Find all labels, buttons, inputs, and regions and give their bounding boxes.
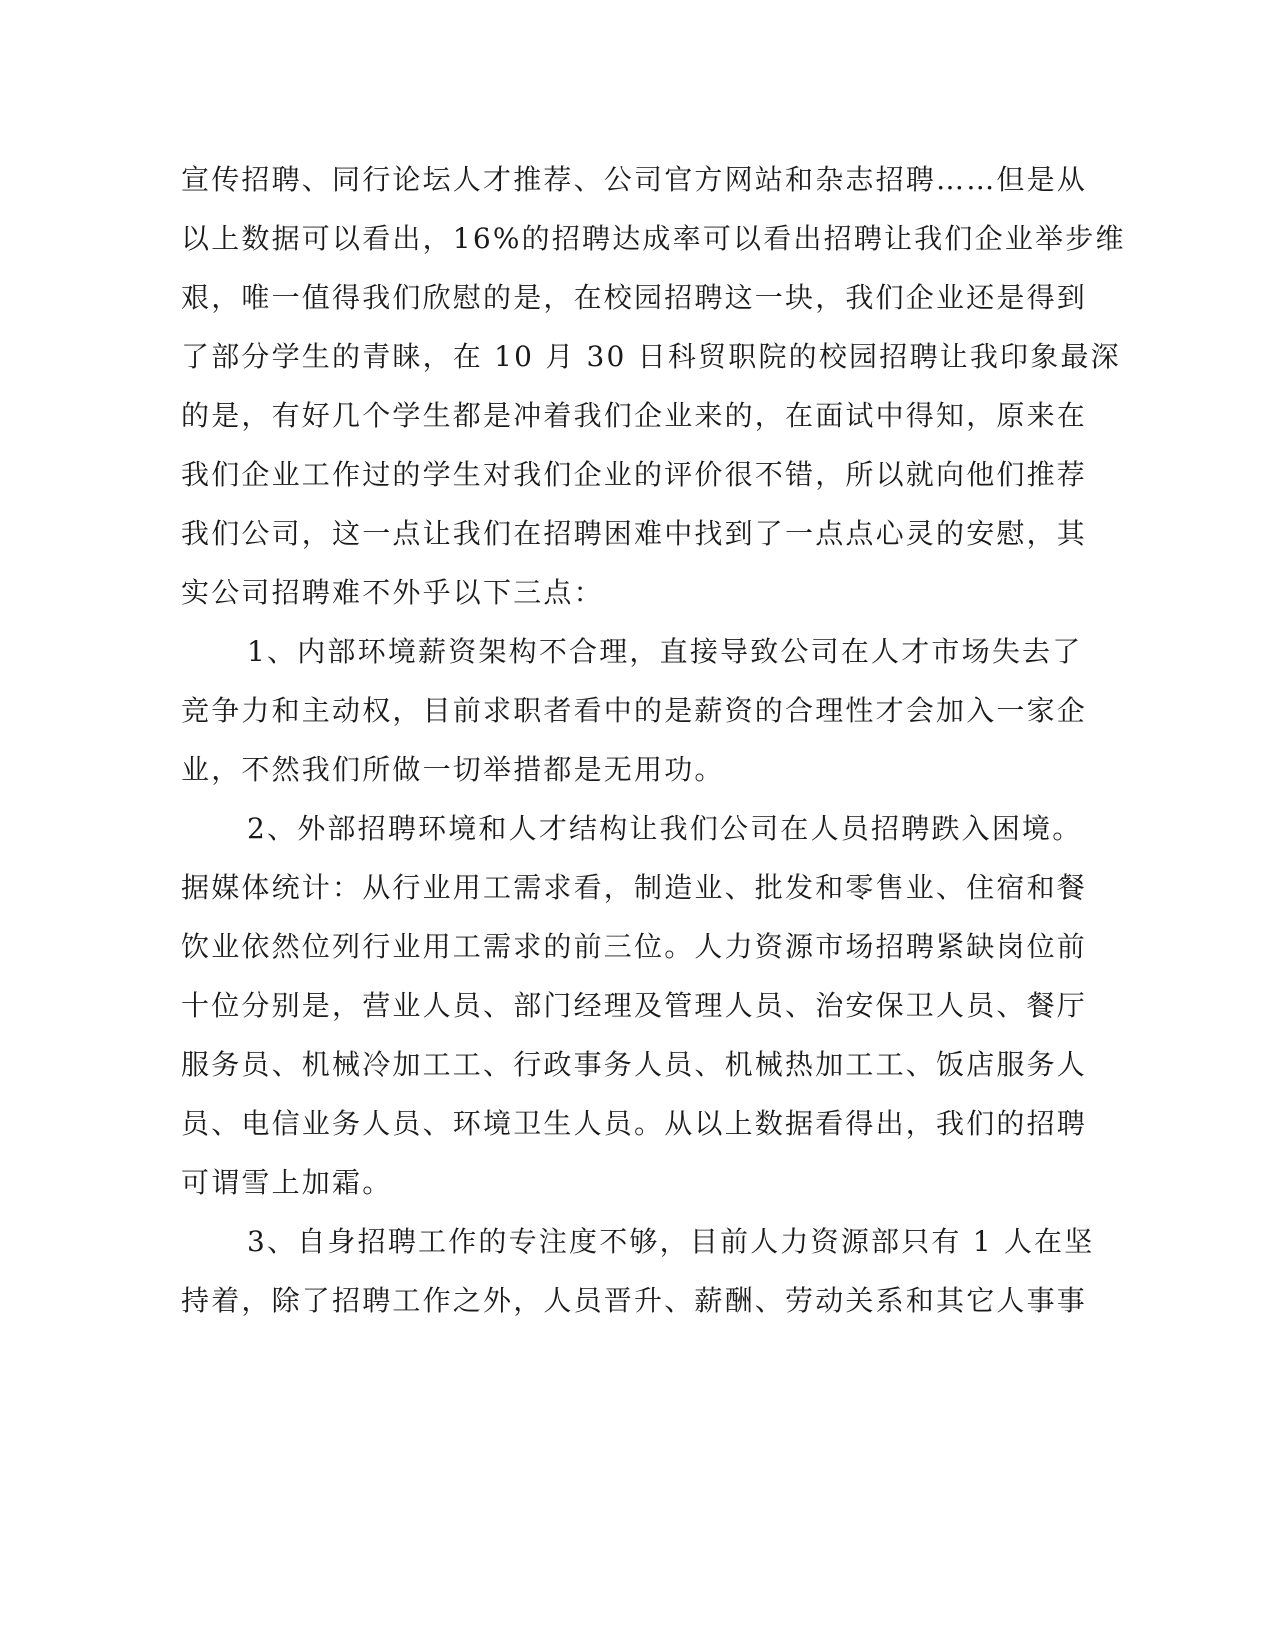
text-line: 以上数据可以看出，16%的招聘达成率可以看出招聘让我们企业举步维 [181, 222, 1126, 255]
text-line: 业，不然我们所做一切举措都是无用功。 [181, 753, 725, 786]
text-line: 艰，唯一值得我们欣慰的是，在校园招聘这一块，我们企业还是得到 [181, 281, 1088, 314]
list-item-3: 3、自身招聘工作的专注度不够，目前人力资源部只有 1 人在坚 [247, 1225, 1095, 1258]
text-line: 持着，除了招聘工作之外，人员晋升、薪酬、劳动关系和其它人事事 [181, 1284, 1088, 1317]
text-line: 据媒体统计：从行业用工需求看，制造业、批发和零售业、住宿和餐 [181, 871, 1088, 904]
list-item-2: 2、外部招聘环境和人才结构让我们公司在人员招聘跌入困境。 [247, 812, 1083, 845]
text-line: 服务员、机械冷加工工、行政事务人员、机械热加工工、饭店服务人 [181, 1048, 1088, 1081]
text-line: 了部分学生的青睐，在 10 月 30 日科贸职院的校园招聘让我印象最深 [181, 340, 1121, 373]
text-line: 实公司招聘难不外乎以下三点： [181, 576, 604, 609]
text-line: 竞争力和主动权，目前求职者看中的是薪资的合理性才会加入一家企 [181, 694, 1088, 727]
text-line: 我们公司，这一点让我们在招聘困难中找到了一点点心灵的安慰，其 [181, 517, 1088, 550]
text-line: 饮业依然位列行业用工需求的前三位。人力资源市场招聘紧缺岗位前 [181, 930, 1088, 963]
text-line: 的是，有好几个学生都是冲着我们企业来的，在面试中得知，原来在 [181, 399, 1088, 432]
text-line: 员、电信业务人员、环境卫生人员。从以上数据看得出，我们的招聘 [181, 1107, 1088, 1140]
text-line: 十位分别是，营业人员、部门经理及管理人员、治安保卫人员、餐厅 [181, 989, 1088, 1022]
text-line: 我们企业工作过的学生对我们企业的评价很不错，所以就向他们推荐 [181, 458, 1088, 491]
text-line: 宣传招聘、同行论坛人才推荐、公司官方网站和杂志招聘……但是从 [181, 163, 1088, 196]
text-line: 可谓雪上加霜。 [181, 1166, 393, 1199]
list-item-1: 1、内部环境薪资架构不合理，直接导致公司在人才市场失去了 [247, 635, 1083, 668]
